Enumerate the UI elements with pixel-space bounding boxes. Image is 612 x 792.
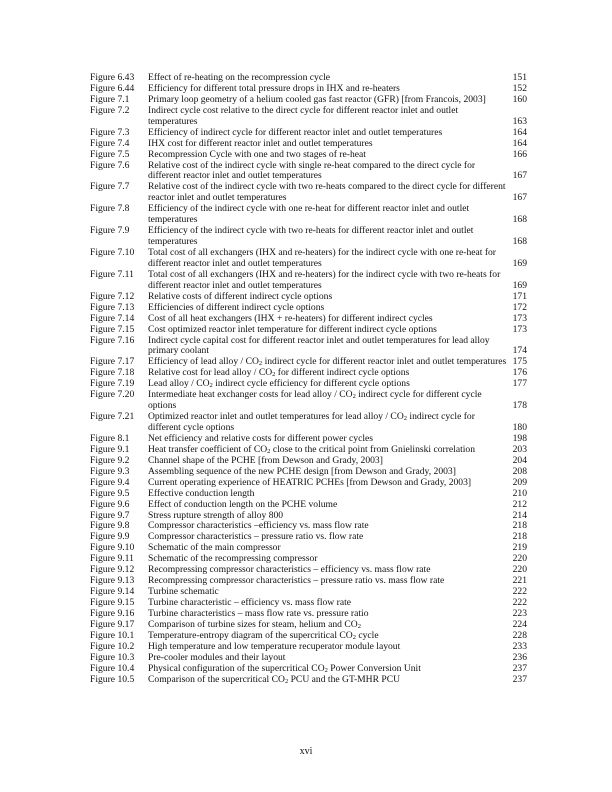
figure-page-number: 169	[512, 257, 527, 269]
figure-title	[148, 675, 511, 686]
figure-label: Figure 7.8	[90, 203, 130, 215]
figure-title-part: Temperature-entropy diagram of the supercritical CO	[148, 629, 353, 641]
figure-label: Figure 7.9	[90, 225, 130, 237]
figure-title: Pre-cooler modules and their layout	[148, 651, 286, 663]
figure-page-number: 218	[512, 531, 527, 543]
figure-title	[148, 204, 511, 226]
figure-page-number: 237	[512, 673, 527, 685]
figure-page-number: 204	[512, 454, 527, 466]
figure-page-number: 167	[512, 192, 527, 204]
figure-title: Efficiency of indirect cycle for different reactor inlet and outlet temperatures	[148, 126, 443, 138]
figure-page-number: 198	[512, 432, 527, 444]
figure-entry[interactable]	[90, 675, 527, 686]
figure-title-part: temperatures	[148, 236, 198, 248]
figure-page-number: 233	[512, 640, 527, 652]
figure-page-number: 151	[512, 72, 527, 83]
figure-title	[148, 248, 511, 270]
figure-title-part: Relative cost of the indirect cycle with two re-heats compared to the direct cycle for different	[148, 181, 506, 193]
figure-page-number: 166	[512, 148, 527, 160]
figure-label: Figure 7.1	[90, 93, 130, 105]
figure-page-number: 222	[512, 586, 527, 598]
figure-entry[interactable]	[90, 314, 527, 325]
figure-label: Figure 7.7	[90, 181, 130, 193]
figure-title-part: PCU and the GT-MHR PCU	[288, 673, 401, 685]
figure-title: Turbine characteristic – efficiency vs. mass flow rate	[148, 597, 352, 608]
figure-label: Figure 6.43	[90, 72, 135, 83]
figure-title	[148, 390, 511, 412]
subscript: 2	[209, 382, 213, 390]
figure-page-number: 168	[512, 214, 527, 226]
figure-label: Figure 7.3	[90, 126, 130, 138]
figure-label: Figure 10.3	[90, 651, 135, 663]
figure-label: Figure 7.2	[90, 104, 130, 116]
figure-page-number: 237	[512, 662, 527, 674]
subscript: 2	[258, 360, 263, 368]
figure-title-part: indirect cycle efficiency for different cycle options	[212, 378, 410, 390]
figure-label: Figure 9.17	[90, 618, 135, 630]
figure-title: Schematic of the main compressor	[148, 542, 281, 554]
figure-title: Assembling sequence of the new PCHE design [from Dewson and Grady, 2003]	[148, 465, 456, 477]
figure-page-number: 164	[512, 126, 527, 138]
figure-label: Figure 9.12	[90, 564, 135, 576]
subscript: 2	[272, 371, 276, 379]
figure-title	[148, 412, 511, 434]
figure-title: Turbine schematic	[148, 586, 219, 598]
figure-title: Primary loop geometry of a helium cooled gas fast reactor (GFR) [from Francois, 2003]	[148, 93, 486, 105]
figure-page-number: 168	[512, 236, 527, 248]
figure-entry[interactable]	[90, 489, 527, 500]
figure-title: Cost optimized reactor inlet temperature for different indirect cycle options	[148, 323, 437, 335]
figure-label: Figure 7.14	[90, 312, 135, 324]
figure-title: Recompressing compressor characteristics – pressure ratio vs. mass flow rate	[148, 575, 445, 587]
figure-page-number: 171	[512, 290, 527, 302]
figure-label: Figure 7.17	[90, 356, 135, 368]
figure-title: Effective conduction length	[148, 487, 255, 499]
figure-entry[interactable]	[90, 106, 527, 128]
figure-title: Cost of all heat exchangers (IHX + re-heaters) for different indirect cycles	[148, 312, 433, 324]
figure-title-part: Lead alloy / CO	[148, 378, 210, 390]
figure-title: Effect of conduction length on the PCHE volume	[148, 498, 338, 510]
figure-page-number: 209	[512, 476, 527, 488]
figure-label: Figure 7.4	[90, 137, 130, 149]
figure-title-part: cycle	[355, 629, 379, 641]
figure-title-part: Efficiency of the indirect cycle with one re-heat for different reactor inlet and outlet	[148, 203, 470, 215]
figure-entry[interactable]	[90, 128, 527, 139]
figure-label: Figure 7.13	[90, 301, 135, 313]
figure-page-number: 167	[512, 170, 527, 182]
figure-title	[148, 226, 511, 248]
figure-label: Figure 9.1	[90, 443, 130, 455]
figure-entry[interactable]	[90, 161, 527, 183]
figure-entry[interactable]	[90, 390, 527, 412]
figure-title: Channel shape of the PCHE [from Dewson and Grady, 2003]	[148, 454, 383, 466]
figure-title: Efficiency for different total pressure drops in IHX and re-heaters	[148, 82, 400, 94]
figure-label: Figure 9.9	[90, 531, 130, 543]
figure-title: Compressor characteristics – pressure ratio vs. flow rate	[148, 531, 364, 543]
figure-page-number: 163	[512, 115, 527, 127]
figure-title: High temperature and low temperature recuperator module layout	[148, 640, 401, 652]
figure-page-number: 203	[512, 443, 527, 455]
figure-label: Figure 10.2	[90, 640, 135, 652]
figure-page-number: 180	[512, 422, 527, 433]
figure-label: Figure 9.4	[90, 476, 130, 488]
figure-page-number: 176	[512, 367, 527, 379]
figure-label: Figure 7.21	[90, 411, 135, 423]
figure-page-number: 228	[512, 629, 527, 641]
figure-label: Figure 9.10	[90, 542, 135, 554]
figure-title	[148, 336, 511, 358]
figure-page-number: 212	[512, 498, 527, 510]
figure-title-part: temperatures	[148, 214, 198, 226]
figure-entry[interactable]	[90, 412, 527, 434]
figure-page-number: 214	[512, 509, 527, 521]
figure-page-number: 175	[512, 356, 527, 368]
figure-page-number: 172	[512, 301, 527, 313]
figure-entry[interactable]	[90, 139, 527, 150]
figure-page-number: 160	[512, 93, 527, 105]
figure-title: Stress rupture strength of alloy 800	[148, 509, 284, 521]
figure-title-part: reactor inlet and outlet temperatures	[148, 192, 287, 204]
figure-page-number: 173	[512, 312, 527, 324]
figure-label: Figure 9.15	[90, 597, 135, 608]
figure-entry[interactable]	[90, 336, 527, 358]
figure-title-part: primary coolant	[148, 345, 210, 357]
figure-title-part: different reactor inlet and outlet temperatures	[148, 170, 322, 182]
figure-title-part: indirect cycle for	[407, 411, 475, 423]
figure-label: Figure 9.11	[90, 553, 134, 565]
figure-title-part: Total cost of all exchangers (IHX and re-heaters) for the indirect cycle with two re-heats for	[148, 268, 501, 280]
figure-page-number: 220	[512, 553, 527, 565]
figure-label: Figure 7.19	[90, 378, 135, 390]
figure-title-part: close to the critical point from Gnielinski correlation	[270, 443, 476, 455]
figure-title: Efficiencies of different indirect cycle options	[148, 301, 325, 313]
figure-title-part: Indirect cycle capital cost for different reactor inlet and outlet temperatures for lead alloy	[148, 334, 490, 346]
figure-title: Relative costs of different indirect cycle options	[148, 290, 333, 302]
figure-title-part: Efficiency of lead alloy / CO	[148, 356, 259, 368]
figure-title-part: Efficiency of the indirect cycle with two re-heats for different reactor inlet and outlet	[148, 225, 474, 237]
figure-title-part: indirect cycle for different reactor inlet and outlet temperatures	[262, 356, 507, 368]
figure-label: Figure 9.7	[90, 509, 130, 521]
figure-title: Schematic of the recompressing compressor	[148, 553, 318, 565]
figure-title	[148, 270, 511, 292]
figure-entry[interactable]	[90, 303, 527, 314]
figure-page-number: 177	[512, 378, 527, 390]
figure-label: Figure 9.3	[90, 465, 130, 477]
figure-label: Figure 8.1	[90, 432, 130, 444]
figure-title-part: Indirect cycle cost relative to the direct cycle for different reactor inlet and outlet	[148, 104, 459, 116]
figure-page-number: 178	[512, 400, 527, 412]
figure-label: Figure 7.15	[90, 323, 135, 335]
figure-page-number: 210	[512, 487, 527, 499]
figure-title-part: Comparison of turbine sizes for steam, helium and CO	[148, 618, 358, 630]
figure-title: Turbine characteristics – mass flow rate vs. pressure ratio	[148, 607, 369, 619]
figure-label: Figure 9.2	[90, 454, 130, 466]
figure-title: Compressor characteristics –efficiency vs. mass flow rate	[148, 520, 369, 532]
figure-title: Current operating experience of HEATRIC PCHEs [from Dewson and Grady, 2003]	[148, 476, 472, 488]
figure-title	[148, 106, 511, 128]
subscript: 2	[324, 666, 328, 674]
figure-entry[interactable]	[90, 248, 527, 270]
figure-title-part: options	[148, 400, 177, 412]
figure-title-part: Power Conversion Unit	[327, 662, 421, 674]
figure-title-part: Heat transfer coefficient of CO	[148, 443, 268, 455]
subscript: 2	[357, 622, 361, 630]
figure-title-part: different cycle options	[148, 422, 235, 433]
figure-title-part: Total cost of all exchangers (IHX and re-heaters) for the indirect cycle with one re-heat for	[148, 247, 497, 258]
subscript: 2	[352, 633, 356, 641]
figure-title-part: Comparison of the supercritical CO	[148, 673, 285, 685]
figure-label: Figure 10.5	[90, 673, 135, 685]
figure-title-part: Physical configuration of the supercritical CO	[148, 662, 325, 674]
figure-title: Effect of re-heating on the recompression cycle	[148, 72, 331, 83]
figure-label: Figure 7.6	[90, 159, 130, 171]
figure-title-part: Optimized reactor inlet and outlet temperatures for lead alloy / CO	[148, 411, 404, 423]
figure-label: Figure 7.5	[90, 148, 130, 160]
figure-page-number: 222	[512, 597, 527, 608]
figure-title	[148, 161, 511, 183]
figure-page-number: 223	[512, 607, 527, 619]
figure-title-part: Intermediate heat exchanger costs for lead alloy / CO	[148, 389, 353, 401]
figure-label: Figure 9.14	[90, 586, 135, 598]
figure-page-number: 219	[512, 542, 527, 554]
figure-label: Figure 7.10	[90, 247, 135, 258]
subscript: 2	[352, 393, 356, 401]
figure-title-part: indirect cycle for different cycle	[355, 389, 482, 401]
figure-label: Figure 9.13	[90, 575, 135, 587]
figure-label: Figure 7.20	[90, 389, 135, 401]
subscript: 2	[267, 447, 271, 455]
figure-title: Recompressing compressor characteristics – efficiency vs. mass flow rate	[148, 564, 431, 576]
page-number: xvi	[299, 746, 313, 757]
figure-page-number: 218	[512, 520, 527, 532]
figure-title-part: different reactor inlet and outlet temperatures	[148, 257, 322, 269]
figure-page-number: 169	[512, 279, 527, 291]
figure-entry[interactable]	[90, 182, 527, 204]
figure-title-part: temperatures	[148, 115, 198, 127]
figure-title-part: Relative cost of the indirect cycle with single re-heat compared to the direct cycle for	[148, 159, 476, 171]
figure-label: Figure 6.44	[90, 82, 135, 94]
figure-title-part: for different indirect cycle options	[275, 367, 410, 379]
list-of-figures	[90, 73, 527, 686]
figure-label: Figure 7.12	[90, 290, 135, 302]
figure-page-number: 224	[512, 618, 527, 630]
figure-entry[interactable]	[90, 204, 527, 226]
figure-page-number: 164	[512, 137, 527, 149]
figure-label: Figure 9.6	[90, 498, 130, 510]
figure-page-number: 221	[512, 575, 527, 587]
figure-entry[interactable]	[90, 226, 527, 248]
figure-title: Recompression Cycle with one and two stages of re-heat	[148, 148, 366, 160]
figure-title	[148, 182, 511, 204]
figure-page-number: 208	[512, 465, 527, 477]
figure-label: Figure 10.4	[90, 662, 135, 674]
figure-label: Figure 9.5	[90, 487, 130, 499]
subscript: 2	[403, 415, 407, 423]
figure-page-number: 152	[512, 82, 527, 94]
figure-page-number: 220	[512, 564, 527, 576]
figure-page-number: 236	[512, 651, 527, 663]
subscript: 2	[284, 677, 289, 685]
figure-label: Figure 7.18	[90, 367, 135, 379]
figure-entry[interactable]	[90, 270, 527, 292]
figure-page-number: 173	[512, 323, 527, 335]
figure-title: IHX cost for different reactor inlet and outlet temperatures	[148, 137, 373, 149]
figure-entry[interactable]	[90, 478, 527, 489]
figure-title-part: Relative cost for lead alloy / CO	[148, 367, 273, 379]
figure-title-part: different reactor inlet and outlet temperatures	[148, 279, 322, 291]
figure-label: Figure 9.8	[90, 520, 130, 532]
figure-label: Figure 10.1	[90, 629, 135, 641]
figure-title: Net efficiency and relative costs for different power cycles	[148, 432, 373, 444]
figure-label: Figure 7.11	[90, 268, 134, 280]
figure-page-number: 174	[512, 345, 527, 357]
figure-label: Figure 9.16	[90, 607, 135, 619]
figure-entry[interactable]	[90, 500, 527, 511]
figure-label: Figure 7.16	[90, 334, 135, 346]
